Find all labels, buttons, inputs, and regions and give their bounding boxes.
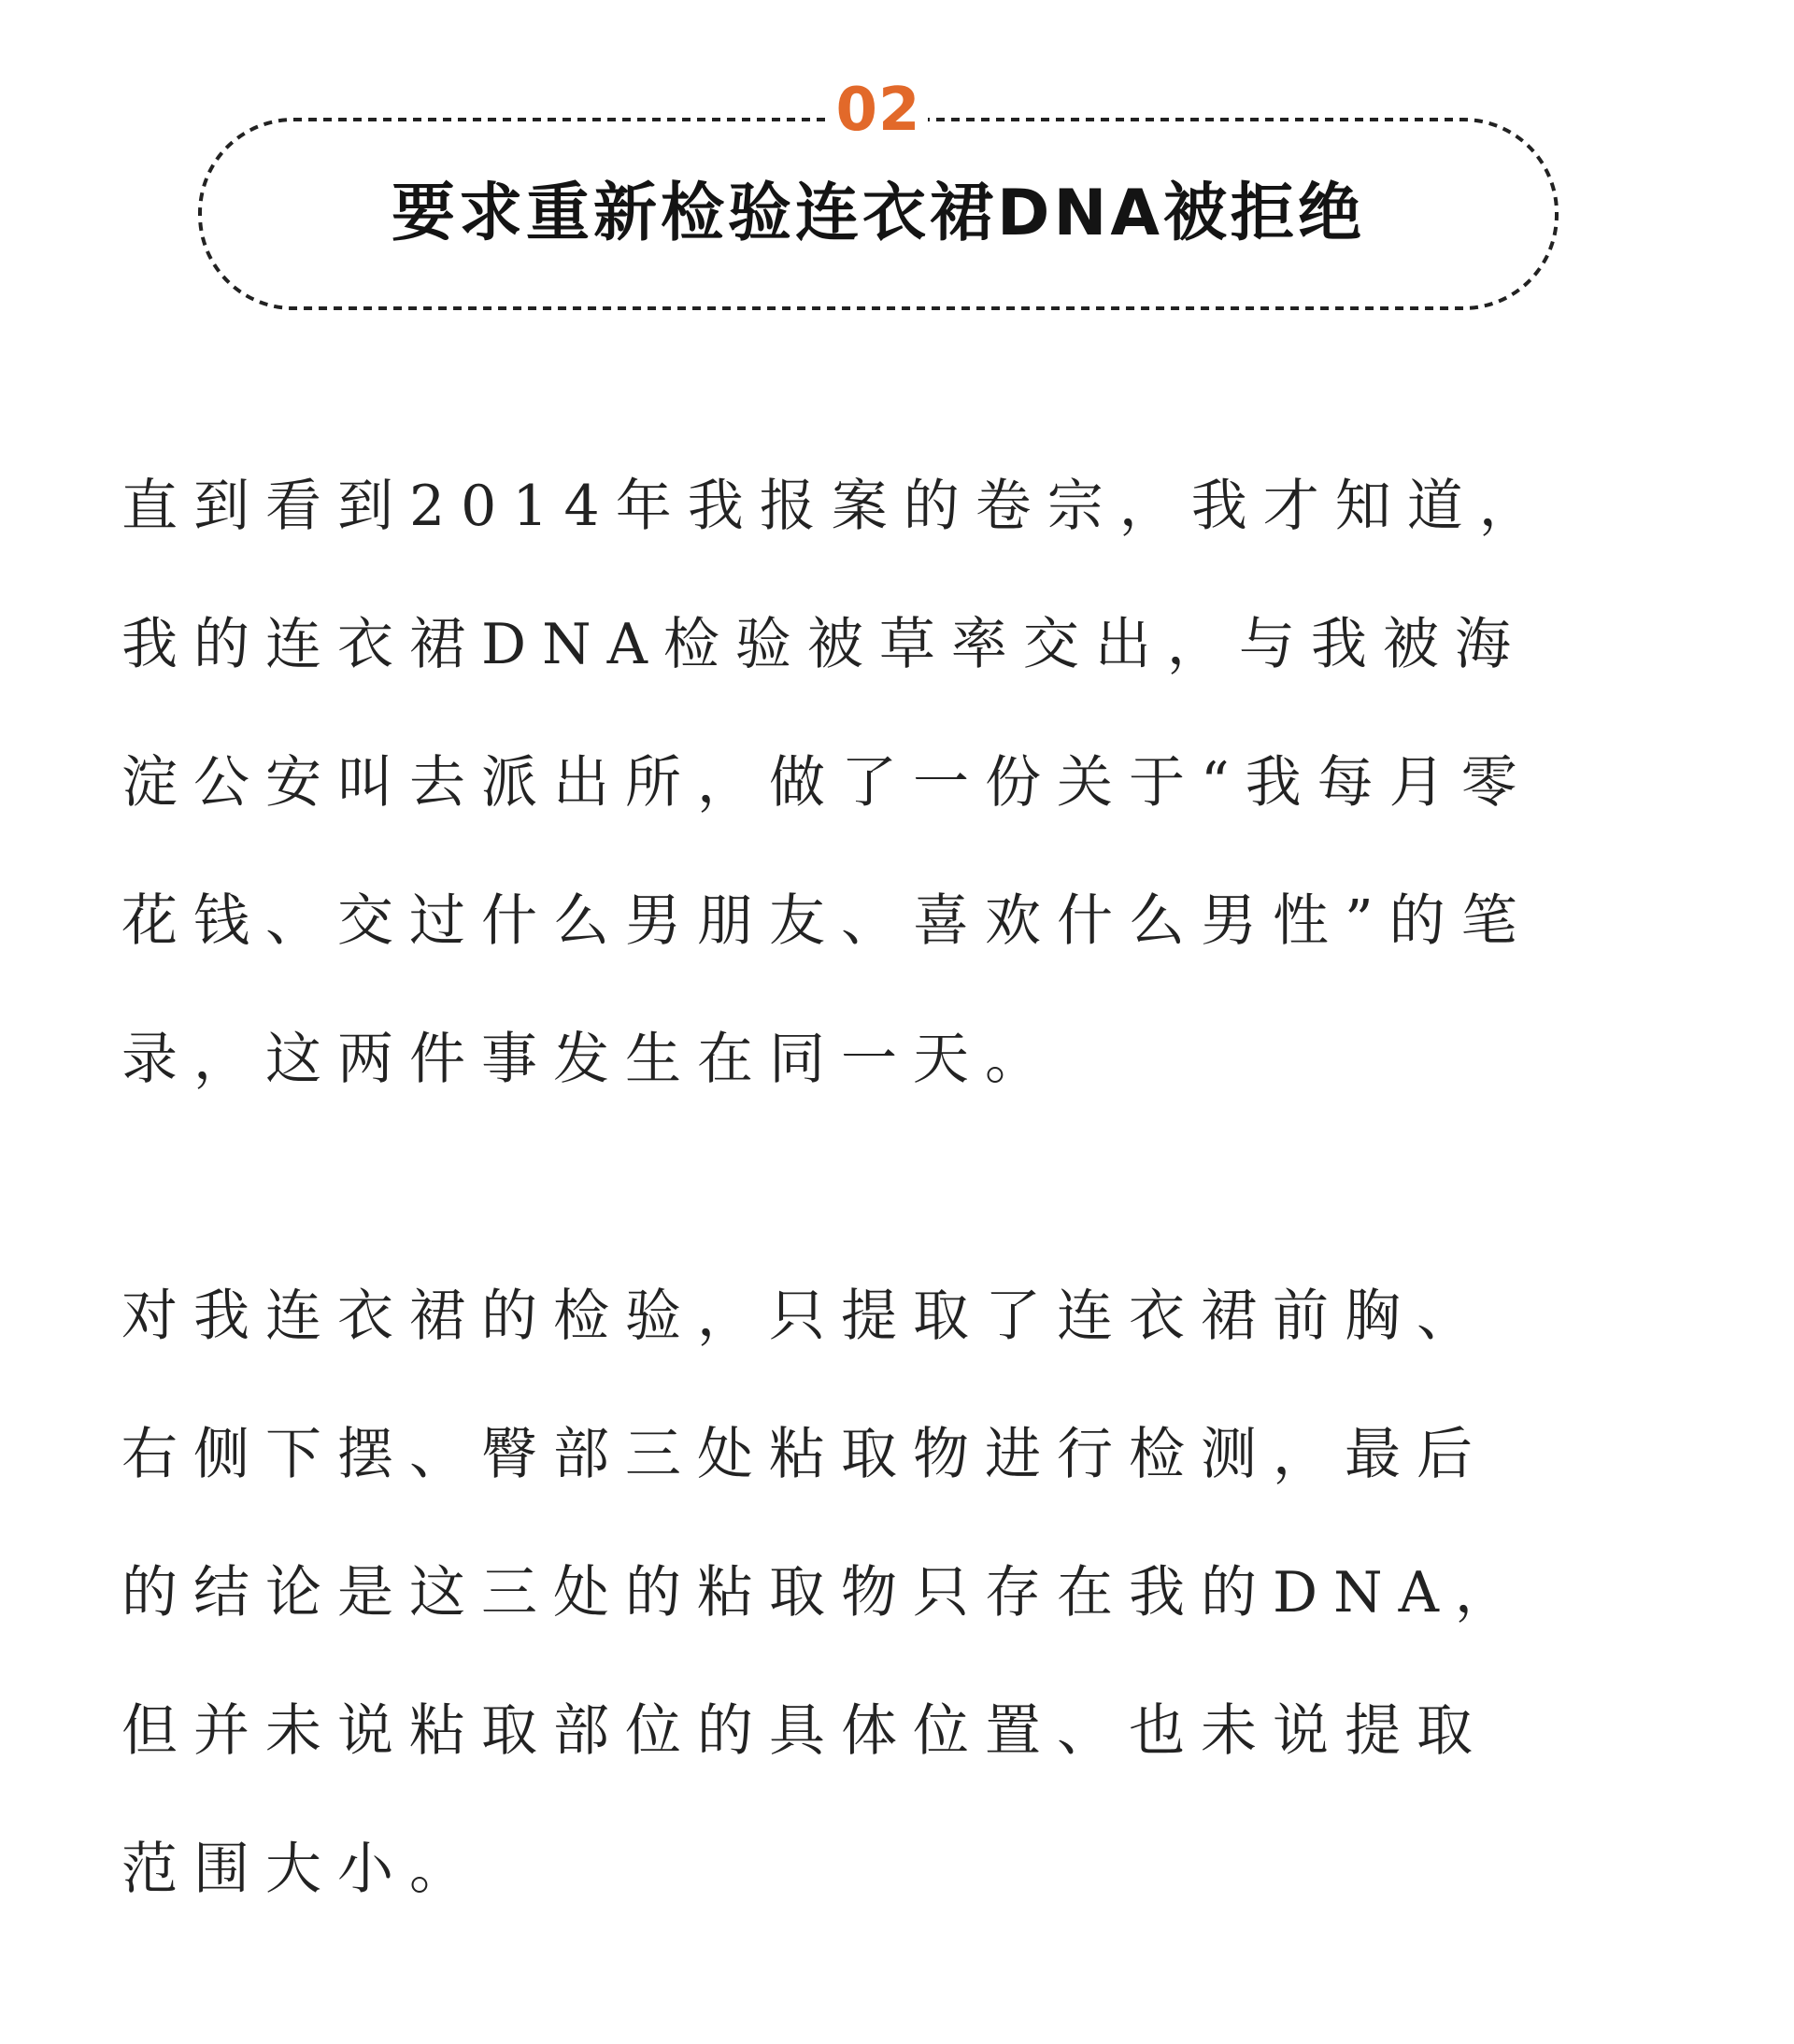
paragraph-line: 淀公安叫去派出所，做了一份关于“我每月零 [121,750,1533,816]
paragraph-line: 我的连衣裙DNA检验被草率交出，与我被海 [121,612,1527,677]
paragraph-line: 对我连衣裙的检验，只提取了连衣裙前胸、 [121,1284,1488,1349]
paragraph-line: 的结论是这三处的粘取物只存在我的DNA， [121,1560,1527,1625]
paragraph-2 [121,1247,1654,1938]
section-header [196,76,1560,312]
paragraph-line: 直到看到2014年我报案的卷宗，我才知道， [121,474,1551,539]
paragraph-line: 但并未说粘取部位的具体位置、也未说提取 [121,1698,1488,1764]
paragraph-1 [121,437,1654,1128]
paragraph-line: 录，这两件事发生在同一天。 [121,1027,1057,1092]
section-title: 要求重新检验连衣裙DNA被拒绝 [392,177,1365,250]
section-number: 02 [829,73,928,148]
paragraph-line: 右侧下摆、臀部三处粘取物进行检测，最后 [121,1422,1488,1487]
paragraph-line: 花钱、交过什么男朋友、喜欢什么男性”的笔 [121,888,1533,954]
paragraph-line: 范围大小。 [121,1837,481,1902]
